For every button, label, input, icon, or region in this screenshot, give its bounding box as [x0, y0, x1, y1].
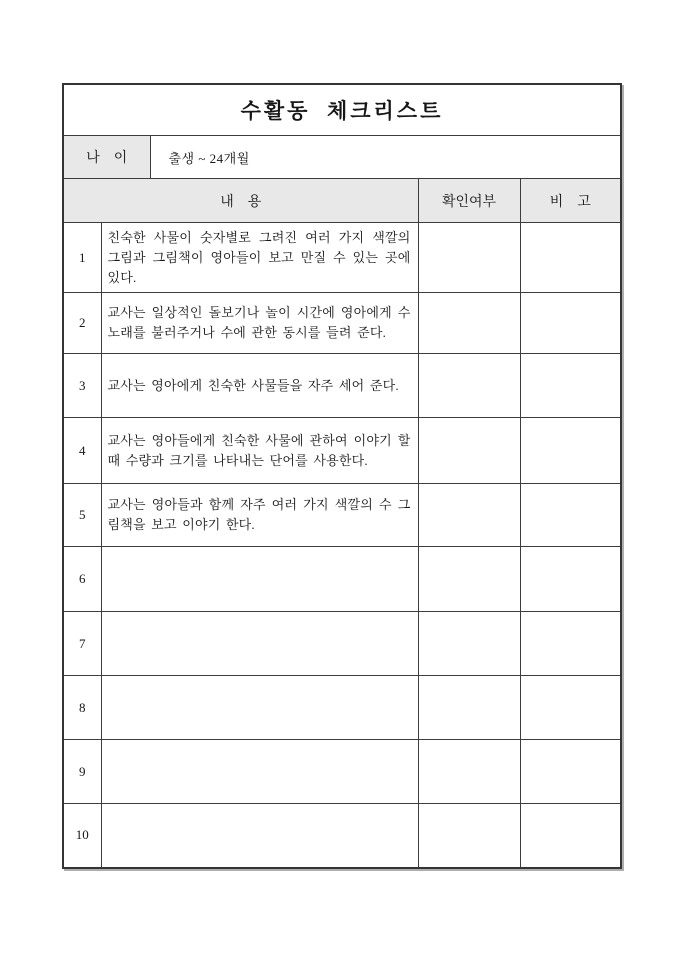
- table-row: [63, 740, 621, 804]
- row-number-cell: 7: [63, 612, 101, 676]
- header-content: 내 용: [63, 179, 418, 223]
- row-number-cell: 3: [63, 354, 101, 418]
- table-row: [63, 223, 621, 293]
- table-row: [63, 676, 621, 740]
- row-content-cell: [101, 804, 418, 868]
- header-remark: 비 고: [520, 179, 621, 223]
- row-number-cell: 1: [63, 223, 101, 293]
- table-row: [63, 293, 621, 354]
- title-row: [63, 84, 621, 136]
- row-number-cell: 9: [63, 740, 101, 804]
- remark-cell: [520, 547, 621, 612]
- remark-cell: [520, 354, 621, 418]
- remark-cell: [520, 223, 621, 293]
- row-content-cell: 친숙한 사물이 숫자별로 그려진 여러 가지 색깔의 그림과 그림책이 영아들이 보고 만질 수 있는 곳에 있다.: [101, 223, 418, 293]
- age-value: 출생 ~ 24개월: [150, 136, 621, 179]
- remark-cell: [520, 418, 621, 484]
- check-cell: [418, 354, 520, 418]
- row-number-cell: 5: [63, 484, 101, 547]
- checklist-table: [62, 83, 622, 869]
- remark-cell: [520, 676, 621, 740]
- remark-cell: [520, 612, 621, 676]
- table-row: [63, 547, 621, 612]
- row-content-cell: [101, 612, 418, 676]
- row-number-cell: 6: [63, 547, 101, 612]
- remark-cell: [520, 293, 621, 354]
- age-row: [63, 136, 621, 179]
- table-row: [63, 354, 621, 418]
- check-cell: [418, 612, 520, 676]
- check-cell: [418, 676, 520, 740]
- row-content-cell: [101, 740, 418, 804]
- table-row: [63, 804, 621, 868]
- row-number-cell: 10: [63, 804, 101, 868]
- check-cell: [418, 547, 520, 612]
- row-content-cell: 교사는 일상적인 돌보기나 놀이 시간에 영아에게 수노래를 불러주거나 수에 관한 동시를 들려 준다.: [101, 293, 418, 354]
- row-content-cell: [101, 676, 418, 740]
- header-row: [63, 179, 621, 223]
- table-row: [63, 418, 621, 484]
- row-number-cell: 4: [63, 418, 101, 484]
- remark-cell: [520, 484, 621, 547]
- remark-cell: [520, 804, 621, 868]
- header-check: 확인여부: [418, 179, 520, 223]
- row-content-cell: 교사는 영아들에게 친숙한 사물에 관하여 이야기 할 때 수량과 크기를 나타내는 단어를 사용한다.: [101, 418, 418, 484]
- check-cell: [418, 740, 520, 804]
- age-label: 나 이: [63, 136, 150, 179]
- check-cell: [418, 418, 520, 484]
- remark-cell: [520, 740, 621, 804]
- check-cell: [418, 223, 520, 293]
- table-row: [63, 612, 621, 676]
- row-content-cell: [101, 547, 418, 612]
- row-content-cell: 교사는 영아에게 친숙한 사물들을 자주 세어 준다.: [101, 354, 418, 418]
- check-cell: [418, 484, 520, 547]
- page-title: 수활동 체크리스트: [63, 84, 621, 136]
- check-cell: [418, 293, 520, 354]
- row-number-cell: 8: [63, 676, 101, 740]
- row-content-cell: 교사는 영아들과 함께 자주 여러 가지 색깔의 수 그림책을 보고 이야기 한다.: [101, 484, 418, 547]
- row-number-cell: 2: [63, 293, 101, 354]
- table-row: [63, 484, 621, 547]
- check-cell: [418, 804, 520, 868]
